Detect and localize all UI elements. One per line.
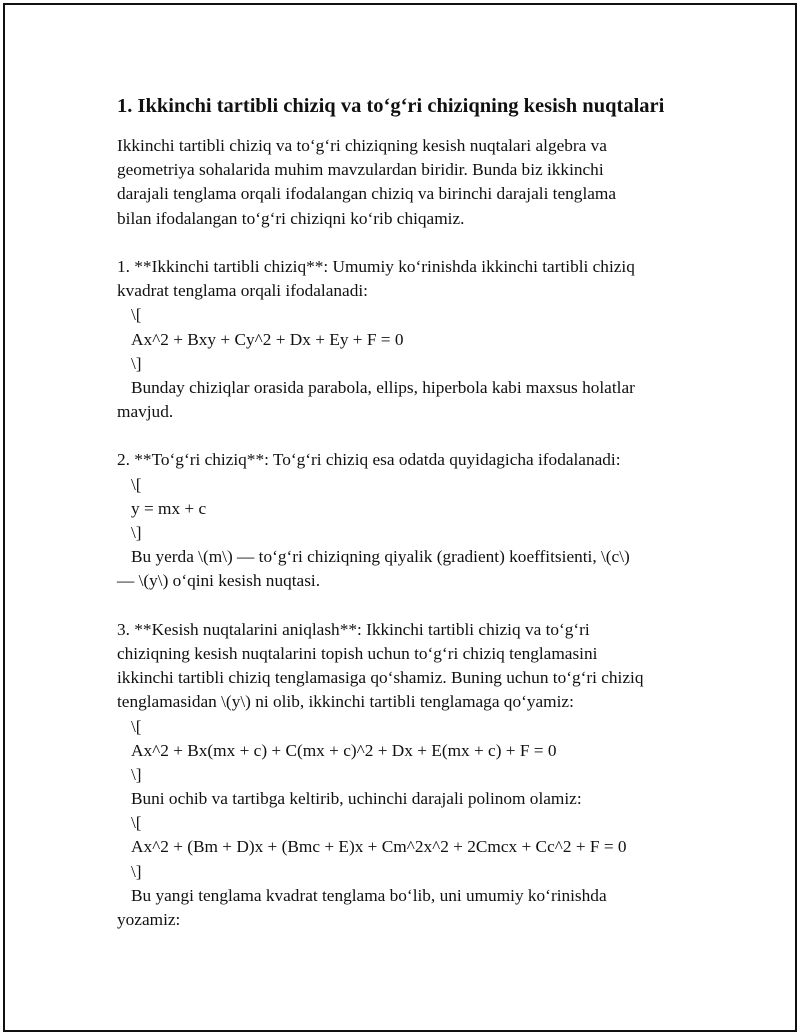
item-line: 2. **To‘g‘ri chiziq**: To‘g‘ri chiziq esa odatda quyidagicha ifodalanadi:: [117, 450, 621, 470]
equation-line: y = mx + c: [131, 498, 207, 518]
math-delimiter-open: \[: [131, 813, 142, 833]
item-line: mavjud.: [117, 402, 174, 422]
item-second-order-curve: [117, 255, 697, 424]
item-line: Buni ochib va tartibga keltirib, uchinchi darajali polinom olamiz:: [131, 789, 582, 809]
intro-paragraph: [117, 134, 697, 231]
item-intersection-points: [117, 618, 697, 932]
spacer: [117, 594, 697, 618]
item-line: 1. **Ikkinchi tartibli chiziq**: Umumiy ko‘rinishda ikkinchi tartibli chiziq: [117, 256, 635, 276]
document-body: [117, 92, 697, 932]
math-delimiter-close: \]: [131, 764, 142, 784]
item-line: yozamiz:: [117, 910, 181, 929]
item-line: kvadrat tenglama orqali ifodalanadi:: [117, 281, 368, 301]
item-line: Bu yerda \(m\) — to‘g‘ri chiziqning qiyalik (gradient) koeffitsienti, \(c\): [131, 547, 630, 567]
item-straight-line: [117, 448, 697, 593]
intro-line: darajali tenglama orqali ifodalangan chiziq va birinchi darajali tenglama: [117, 184, 617, 204]
math-delimiter-close: \]: [131, 861, 142, 881]
math-delimiter-close: \]: [131, 523, 142, 542]
item-line: 3. **Kesish nuqtalarini aniqlash**: Ikkinchi tartibli chiziq va to‘g‘ri: [117, 619, 590, 639]
spacer: [117, 231, 697, 255]
item-line: chiziqning kesish nuqtalarini topish uchun to‘g‘ri chiziq tenglamasini: [117, 643, 598, 663]
math-delimiter-open: \[: [131, 716, 142, 736]
intro-line: bilan ifodalangan to‘g‘ri chiziqni ko‘rib chiqamiz.: [117, 208, 465, 228]
section-title: 1. Ikkinchi tartibli chiziq va to‘g‘ri chiziqning kesish nuqtalari: [117, 95, 665, 117]
math-delimiter-open: \[: [131, 305, 142, 325]
equation-general-conic: Ax^2 + Bxy + Cy^2 + Dx + Ey + F = 0: [131, 329, 404, 349]
item-line: ikkinchi tartibli chiziq tenglamasiga qo‘shamiz. Buning uchun to‘g‘ri chiziq: [117, 668, 644, 688]
item-line: — \(y\) o‘qini kesish nuqtasi.: [117, 571, 321, 591]
equation-substituted: Ax^2 + Bx(mx + c) + C(mx + c)^2 + Dx + E(mx + c) + F = 0: [131, 740, 557, 760]
equation-expanded: Ax^2 + (Bm + D)x + (Bmc + E)x + Cm^2x^2 + 2Cmcx + Cc^2 + F = 0: [131, 837, 627, 857]
item-line: Bunday chiziqlar orasida parabola, ellips, hiperbola kabi maxsus holatlar: [131, 377, 635, 397]
math-delimiter-open: \[: [131, 474, 142, 494]
item-line: Bu yangi tenglama kvadrat tenglama bo‘lib, uni umumiy ko‘rinishda: [131, 885, 607, 905]
intro-line: geometriya sohalarida muhim mavzulardan biridir. Bunda biz ikkinchi: [117, 160, 604, 180]
item-line: tenglamasidan \(y\) ni olib, ikkinchi tartibli tenglamaga qo‘yamiz:: [117, 692, 574, 712]
math-delimiter-close: \]: [131, 353, 142, 373]
intro-line: Ikkinchi tartibli chiziq va to‘g‘ri chiziqning kesish nuqtalari algebra va: [117, 136, 607, 155]
spacer: [117, 424, 697, 448]
